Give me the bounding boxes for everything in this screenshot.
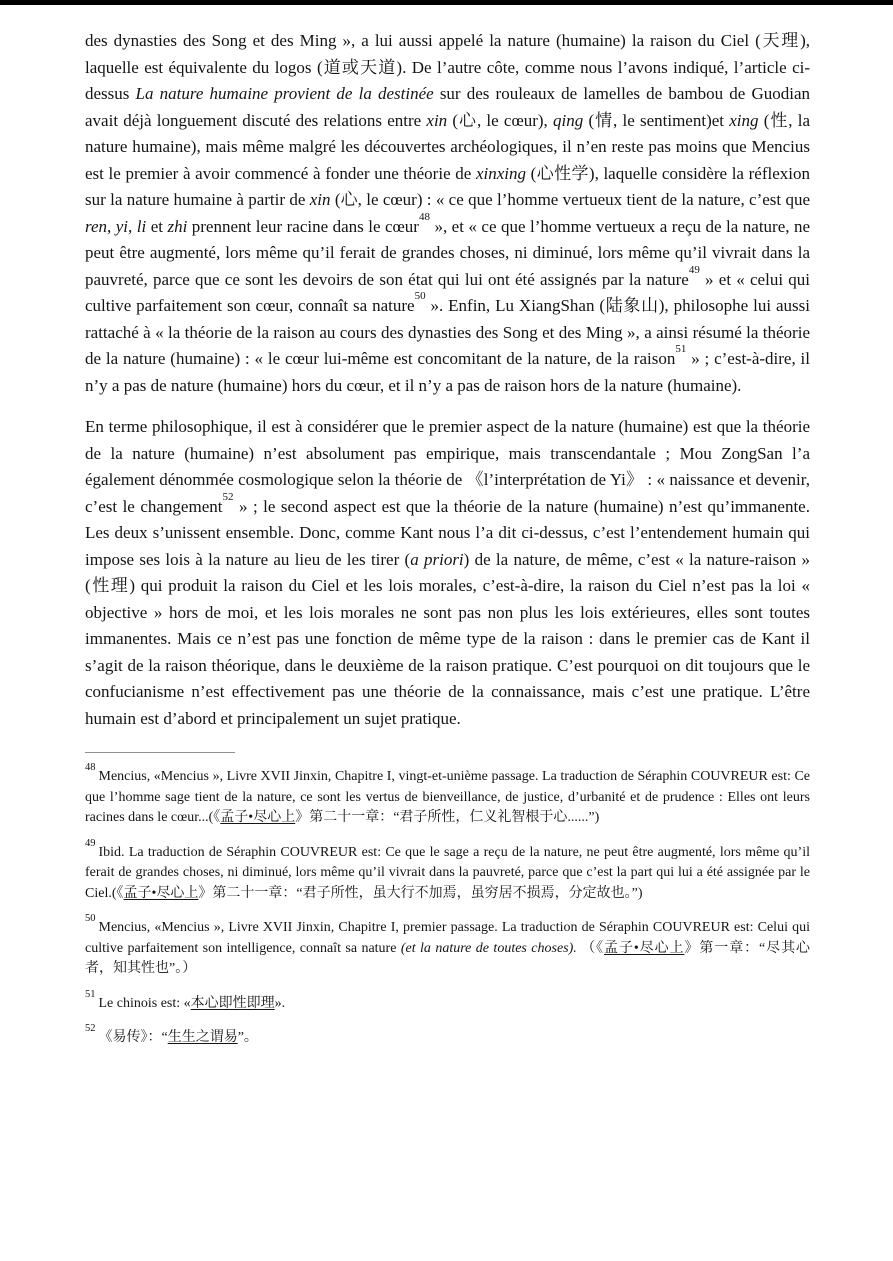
text-run: (情, le sentiment)et xyxy=(583,110,730,130)
text-run: En terme philosophique, il est à considérer que le premier aspect de la nature (humaine) est que la théorie de la nature (humaine) n’est absolument pas empirique, mais transcendantale ; Mou ZongSan l’a également dénommée cosmologique selon la théorie de 《l’interprétation de Yi》 : « naissance et devenir, c’est le changement xyxy=(85,417,810,516)
text-run: (心, le cœur), xyxy=(447,110,554,130)
footnote-marker: 50 xyxy=(85,913,96,925)
page-content xyxy=(0,5,893,1049)
underlined-cjk-text-run: 孟子•尽心上 xyxy=(604,940,685,956)
article-body xyxy=(85,28,810,732)
text-run: (性, la nature humaine), mais même malgré les découvertes archéologiques, il n’en reste pas moins que Mencius est le premier à avoir commencé à fonder une théorie de xyxy=(85,110,811,183)
italic-text-run: qing xyxy=(553,110,584,130)
footnote-ref-52: 52 xyxy=(222,490,234,503)
footnote-48 xyxy=(85,762,810,829)
text-run: Le chinois est: « xyxy=(98,995,191,1011)
underlined-cjk-text-run: 孟子•尽心上 xyxy=(220,810,296,825)
italic-text-run: li xyxy=(136,216,147,236)
footnote-ref-48: 48 xyxy=(418,210,430,223)
text-run: ) de la nature, de même, c’est « la nature-raison » (性理) qui produit la raison du Ciel et les lois morales, c’est-à-dire, la raison du Ciel n’est pas la loi « objective » hors de moi, et les lois morales ne sont pas non plus les lois extérieures, elles sont toutes immanentes. Mais ce n’est pas une fonction de même type de la raison : dans le premier cas de Kant il s’agit de la raison théorique, dans le deuxième de la raison pratique. C’est pourquoi on dit toujours que le confucianisme n’est effectivement pas une théorie de la connaissance, mais c’est une pratique. L’être humain est d’abord et principalement un sujet pratique. xyxy=(85,549,810,728)
text-run: » et « celui qui cultive parfaitement son cœur, connaît sa nature xyxy=(85,269,810,315)
text-run: , xyxy=(107,216,116,236)
footnote-ref-49: 49 xyxy=(688,263,700,276)
text-run: et xyxy=(146,216,168,236)
underlined-cjk-text-run: 本心即性即理 xyxy=(190,995,275,1011)
footnote-51 xyxy=(85,988,810,1015)
text-run: 》第二十一章：“君子所性，虽大行不加焉，虽穷居不损焉，分定故也。”) xyxy=(198,885,643,901)
footnote-ref-51: 51 xyxy=(675,343,687,356)
italic-text-run: xing xyxy=(729,110,759,130)
footnote-marker: 48 xyxy=(85,762,96,774)
text-run: 》第一章：“尽其心者，知其性也”。） xyxy=(85,940,811,976)
footnote-50 xyxy=(85,913,811,980)
text-run: prennent leur racine dans le cœur xyxy=(187,216,419,236)
footnote-marker: 49 xyxy=(85,837,96,849)
text-run: » ; c’est-à-dire, il n’y a pas de nature (humaine) hors du cœur, et il n’y a pas de raison hors de la nature (humaine). xyxy=(85,349,810,395)
footnote-52 xyxy=(85,1023,810,1049)
footnotes-section xyxy=(85,762,811,1049)
text-run: 《易传》：“ xyxy=(98,1030,168,1045)
italic-text-run: a priori xyxy=(410,549,464,569)
footnote-ref-50: 50 xyxy=(414,290,426,303)
underlined-cjk-text-run: 生生之谓易 xyxy=(167,1030,238,1045)
italic-text-run: La nature humaine provient de la destinée xyxy=(135,84,434,103)
text-run: » ; le second aspect est que la théorie de la nature (humaine) n’est qu’immanente. Les deux s’unissent ensemble. Donc, comme Kant nous l’a dit ci-dessus, c’est l’entendement humain qui impose ses lois à la nature au lieu de les tirer ( xyxy=(85,496,810,569)
text-run: ». Enfin, Lu XiangShan (陆象山), philosophe lui aussi rattaché à « la théorie de la raison au cours des dynasties des Song et des Ming », a ainsi résumé la théorie de la nature (humaine) : « le cœur lui-même est concomitant de la nature, de la raison xyxy=(85,296,811,368)
paragraph-1 xyxy=(85,28,810,399)
footnote-marker: 51 xyxy=(85,988,96,1000)
text-run: (心, le cœur) : « ce que l’homme vertueux tient de la nature, c’est que xyxy=(330,190,810,209)
footnote-separator xyxy=(85,752,235,753)
paragraph-2 xyxy=(85,414,810,732)
italic-text-run: ren xyxy=(85,216,108,236)
text-run: , xyxy=(128,216,137,236)
italic-text-run: yi xyxy=(115,216,129,236)
italic-text-run: zhi xyxy=(167,216,188,236)
text-run: Mencius, «Mencius », Livre XVII Jinxin, Chapitre I, vingt-et-unième passage. La traduction de Séraphin COUVREUR est: Ce que l’homme sage tient de la nature, ce sont les vertus de bienveillance, de justice, d’urbanité et de prudence : Elles ont leurs racines dans le cœur...(《 xyxy=(85,769,810,825)
text-run: 》第二十一章：“君子所性，仁义礼智根于心......”) xyxy=(295,810,600,825)
italic-text-run: xin xyxy=(426,110,448,130)
italic-text-run: xinxing xyxy=(475,163,526,183)
text-run: Mencius, «Mencius », Livre XVII Jinxin, Chapitre I, premier passage. La traduction de Séraphin COUVREUR est: Celui qui cultive parfaitement son intelligence, connaît sa nature xyxy=(85,920,810,956)
underlined-cjk-text-run: 孟子•尽心上 xyxy=(123,885,199,901)
text-run: （《 xyxy=(576,940,605,956)
text-run: (心性学), laquelle considère la réflexion sur la nature humaine à partir de xyxy=(85,163,810,209)
text-run: ”。 xyxy=(237,1030,258,1045)
italic-text-run: (et la nature de toutes choses). xyxy=(400,940,577,956)
text-run: », et « ce que l’homme vertueux a reçu de la nature, ne peut être augmenté, lors même qu’il ferait de grandes choses, ni diminué, lors même qu’il vivrait dans la pauvreté, parce que ce sont les devoirs de son état qui lui ont été assignés par la nature xyxy=(85,216,811,289)
text-run: ». xyxy=(274,995,286,1011)
footnote-49 xyxy=(85,837,810,905)
footnote-marker: 52 xyxy=(85,1023,96,1035)
italic-text-run: xin xyxy=(309,190,331,209)
text-run: Ibid. La traduction de Séraphin COUVREUR est: Ce que le sage a reçu de la nature, ne peut être augmenté, lors même qu’il ferait de grandes choses, ni diminué, lors même qu’il vivrait dans la pauvreté, parce que c’est la part qui lui a été assignée par le Ciel.(《 xyxy=(85,844,810,901)
text-run: des dynasties des Song et des Ming », a lui aussi appelé la nature (humaine) la raison du Ciel (天理), laquelle est équivalente du logos (道或天道). De l’autre côte, comme nous l’avons indiqué, l’article ci-dessus xyxy=(85,31,810,103)
text-run: sur des rouleaux de lamelles de bambou de Guodian avait déjà longuement discuté des relations entre xyxy=(85,84,810,130)
